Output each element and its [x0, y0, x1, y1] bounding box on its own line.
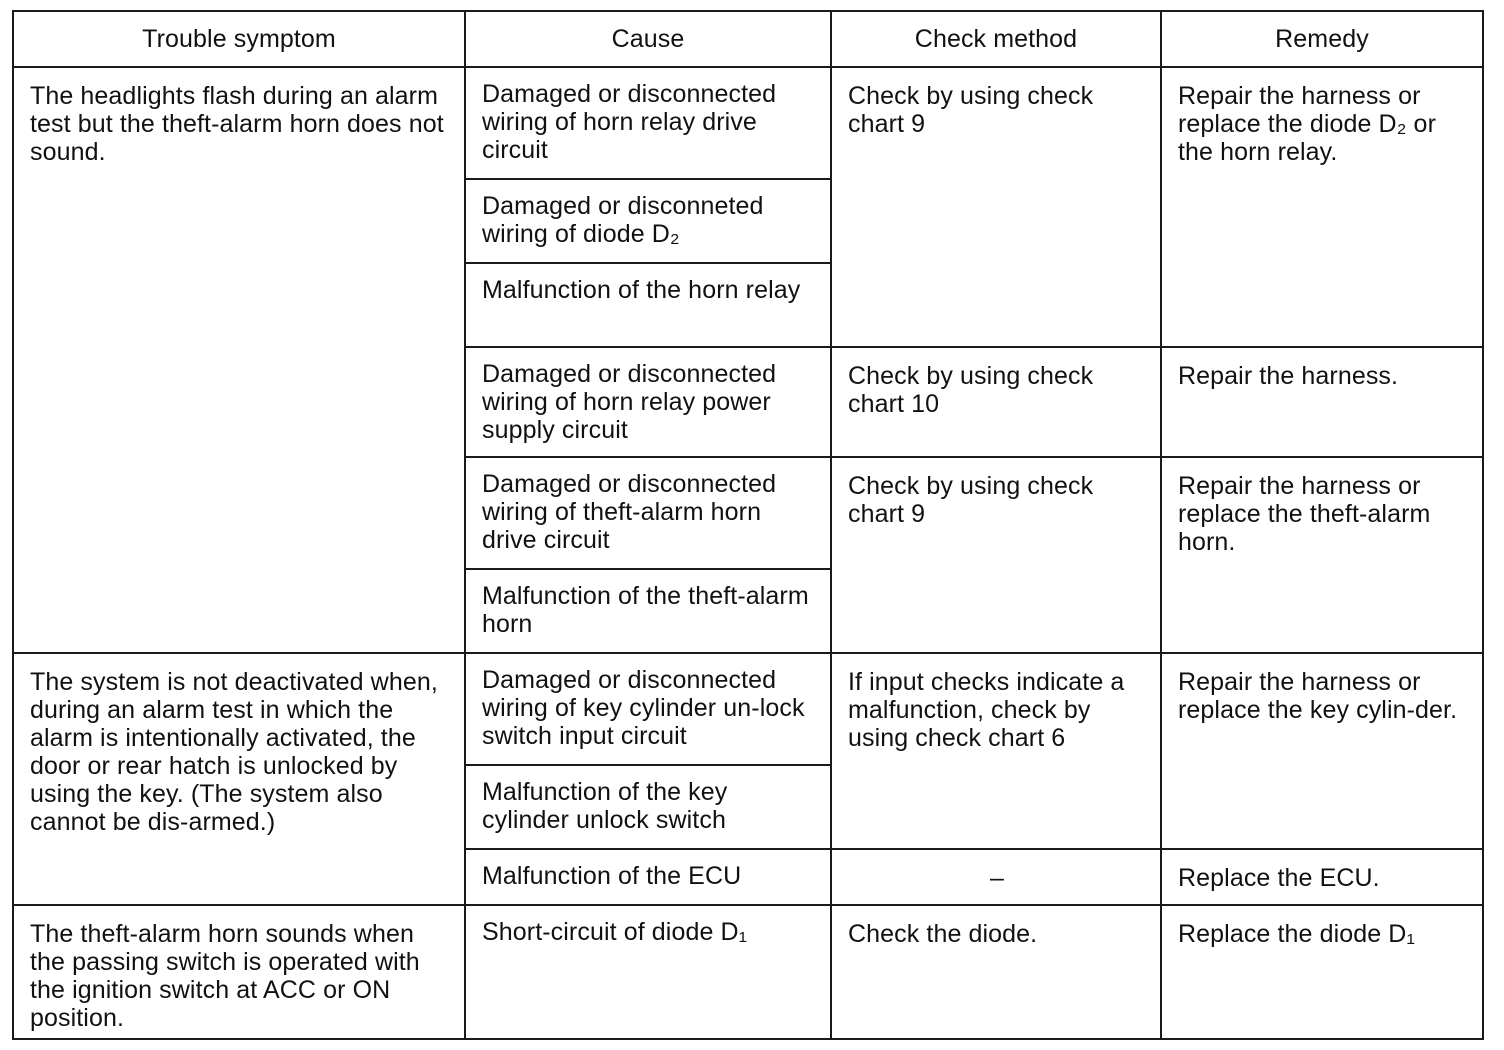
- symptom-cell: The system is not deactivated when, during an alarm test in which the alarm is intentionally activated, the door or rear hatch is unlocked by using the key. (The system also cannot be dis-armed.): [13, 653, 465, 905]
- header-row: [13, 11, 1483, 67]
- check-method-cell: Check by using check chart 10: [831, 347, 1161, 457]
- remedy-cell: Repair the harness.: [1161, 347, 1483, 457]
- remedy-cell: Replace the ECU.: [1161, 849, 1483, 905]
- check-method-cell: –: [831, 849, 1161, 905]
- troubleshooting-table: [12, 10, 1484, 1040]
- check-method-cell: Check the diode.: [831, 905, 1161, 1039]
- header-remedy: Remedy: [1161, 11, 1483, 67]
- cause-cell: Malfunction of the horn relay: [465, 263, 831, 347]
- check-method-cell: If input checks indicate a malfunction, check by using check chart 6: [831, 653, 1161, 849]
- troubleshooting-table-container: [12, 10, 1482, 1040]
- table-row: [13, 905, 1483, 1039]
- cause-cell: Damaged or disconnected wiring of horn relay power supply circuit: [465, 347, 831, 457]
- header-check-method: Check method: [831, 11, 1161, 67]
- header-trouble-symptom: Trouble symptom: [13, 11, 465, 67]
- table-row: [13, 653, 1483, 765]
- remedy-cell: Replace the diode D₁: [1161, 905, 1483, 1039]
- cause-cell: Short-circuit of diode D₁: [465, 905, 831, 1039]
- check-method-cell: Check by using check chart 9: [831, 67, 1161, 347]
- symptom-cell: The headlights flash during an alarm test but the theft-alarm horn does not sound.: [13, 67, 465, 653]
- cause-cell: Damaged or disconnected wiring of horn relay drive circuit: [465, 67, 831, 179]
- header-cause: Cause: [465, 11, 831, 67]
- cause-cell: Damaged or disconneted wiring of diode D₂: [465, 179, 831, 263]
- remedy-cell: Repair the harness or replace the key cylin-der.: [1161, 653, 1483, 849]
- symptom-cell: The theft-alarm horn sounds when the passing switch is operated with the ignition switch at ACC or ON position.: [13, 905, 465, 1039]
- cause-cell: Malfunction of the theft-alarm horn: [465, 569, 831, 653]
- check-method-cell: Check by using check chart 9: [831, 457, 1161, 653]
- remedy-cell: Repair the harness or replace the diode D₂ or the horn relay.: [1161, 67, 1483, 347]
- table-row: [13, 67, 1483, 179]
- cause-cell: Malfunction of the ECU: [465, 849, 831, 905]
- remedy-cell: Repair the harness or replace the theft-alarm horn.: [1161, 457, 1483, 653]
- cause-cell: Malfunction of the key cylinder unlock switch: [465, 765, 831, 849]
- cause-cell: Damaged or disconnected wiring of theft-alarm horn drive circuit: [465, 457, 831, 569]
- cause-cell: Damaged or disconnected wiring of key cylinder un-lock switch input circuit: [465, 653, 831, 765]
